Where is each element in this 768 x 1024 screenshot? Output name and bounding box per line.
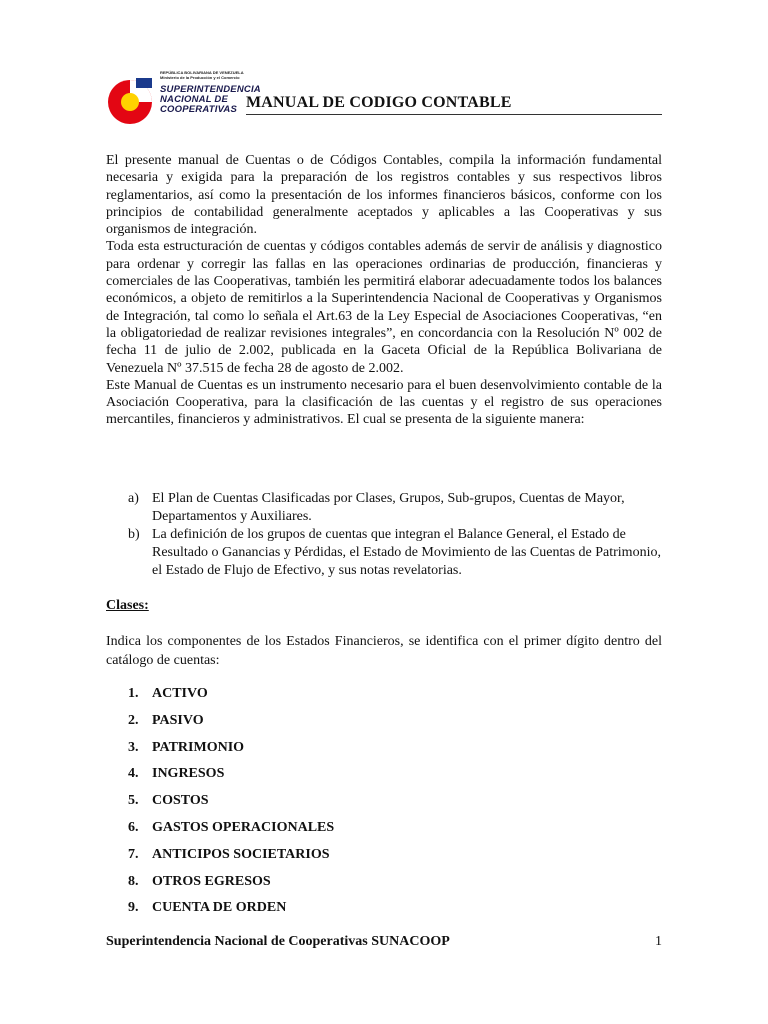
document-title: MANUAL DE CODIGO CONTABLE — [246, 94, 512, 111]
class-number: 4. — [128, 766, 139, 782]
intro-text — [106, 152, 662, 429]
class-number: 9. — [128, 900, 139, 916]
class-number: 6. — [128, 819, 139, 835]
class-number: 2. — [128, 712, 139, 728]
class-label: ACTIVO — [152, 686, 208, 701]
class-label: INGRESOS — [152, 766, 225, 782]
class-number: 5. — [128, 793, 139, 809]
class-label: PASIVO — [152, 712, 204, 728]
logo-blue-block — [136, 78, 152, 88]
class-label: GASTOS OPERACIONALES — [152, 819, 335, 835]
paragraph-2: Toda esta estructuración de cuentas y códigos contables además de servir de análisis y diagnostico para ordenar y corregir las fallas en las operaciones ordinarias de producción, financieras y comerciales de las Cooperativas, también les permitirá elaborar adecuadamente todos los balances económicos, a objeto de remitirlos a la Superintendencia Nacional de Cooperativas y Organismos de Integración, tal como lo señala el Art.63 de la Ley Especial de Asociaciones Cooperativas, “en la obligatoriedad de realizar revisiones integrales”, en concordancia con la Resolución Nº 002 de fecha 11 de julio de 2.002, publicada en la Gaceta Oficial de la República Bolivariana de Venezuela Nº 37.515 de fecha 28 de agosto de 2.002. — [106, 239, 662, 376]
class-label: CUENTA DE ORDEN — [152, 900, 287, 916]
list-item-text: La definición de los grupos de cuentas que integran el Balance General, el Estado de Resultado o Ganancias y Pérdidas, el Estado de Movimiento de las Cuentas de Patrimonio, el Estado de Flujo de Efectivo, y sus notas revelatorias. — [152, 527, 661, 578]
class-number: 1. — [128, 686, 139, 701]
list-item-text: El Plan de Cuentas Clasificadas por Clases, Grupos, Sub-grupos, Cuentas de Mayor, Departamentos y Auxiliares. — [152, 491, 625, 524]
org-line-2: NACIONAL DE — [160, 94, 228, 105]
list-item — [106, 490, 662, 526]
header-rule — [246, 114, 662, 115]
government-lines — [160, 70, 244, 80]
org-line-3: COOPERATIVAS — [160, 104, 237, 115]
section-title: Clases: — [106, 598, 149, 613]
section-description: Indica los componentes de los Estados Financieros, se identifica con el primer dígito dentro del catálogo de cuentas: — [106, 634, 662, 668]
class-number: 7. — [128, 846, 139, 862]
structure-list — [106, 490, 662, 580]
paragraph-1: El presente manual de Cuentas o de Códigos Contables, compila la información fundamental necesaria y exigida para la preparación de los registros contables y sus respectivos libros reglamentarios, así como la presentación de los informes financieros básicos, conforme con los principios de contabilidad generalmente aceptados y aplicables a las Cooperativas y sus organismos de integración. — [106, 153, 662, 238]
sunacoop-logo — [106, 76, 156, 126]
class-label: PATRIMONIO — [152, 739, 245, 755]
class-number: 8. — [128, 873, 139, 889]
class-label: ANTICIPOS SOCIETARIOS — [152, 846, 330, 862]
list-marker: a) — [128, 491, 139, 506]
class-label: OTROS EGRESOS — [152, 873, 271, 889]
list-item — [106, 526, 662, 580]
paragraph-3: Este Manual de Cuentas es un instrumento necesario para el buen desenvolvimiento contable de la Asociación Cooperativa, para la clasificación de las cuentas y el registro de sus operaciones mercantiles, financieros y administrativos. El cual se presenta de la siguiente manera: — [106, 377, 662, 428]
logo-yellow-disc — [121, 93, 139, 111]
class-label: COSTOS — [152, 793, 209, 809]
page-number: 1 — [655, 934, 662, 949]
class-number: 3. — [128, 739, 139, 755]
footer-organization: Superintendencia Nacional de Cooperativas SUNACOOP — [106, 934, 450, 949]
org-line-1: SUPERINTENDENCIA — [160, 84, 261, 95]
gov-line-1: REPÚBLICA BOLIVARIANA DE VENEZUELA — [160, 70, 244, 75]
document-header — [106, 70, 662, 122]
list-marker: b) — [128, 527, 140, 542]
gov-line-2: Ministerio de la Producción y el Comercio — [160, 75, 240, 80]
